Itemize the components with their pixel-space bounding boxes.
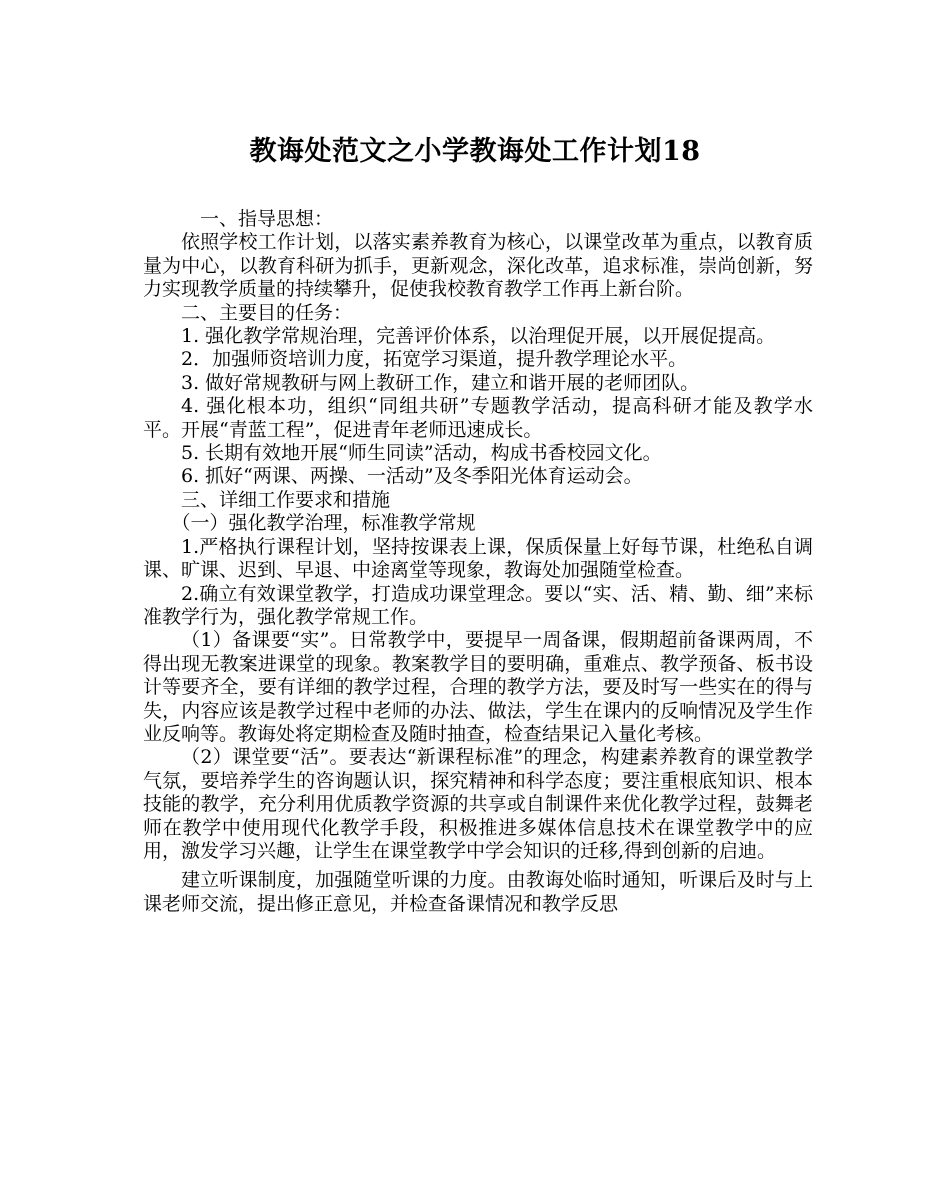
paragraph-curriculum-plan: 1.严格执行课程计划，坚持按课表上课，保质保量上好每节课，杜绝私自调课、旷课、迟到、早退、中途离堂等现象，教诲处加强随堂检查。 [143,535,813,582]
paragraph-lesson-observation: 建立听课制度，加强随堂听课的力度。由教诲处临时通知，听课后及时与上课老师交流，提出修正意见，并检查备课情况和教学反思 [143,869,813,915]
task-item-6: 6. 抓好“两课、两操、一活动”及冬季阳光体育运动会。 [181,465,643,488]
section-heading-main-tasks: 二、主要目的任务： [181,301,353,324]
document-title: 教诲处范文之小学教诲处工作计划18 [249,136,701,167]
task-item-2: 2．加强师资培训力度，拓宽学习渠道，提升教学理论水平。 [181,348,688,371]
subsection-heading-teaching-management: （一）强化教学治理，标准教学常规 [171,512,476,535]
task-item-3: 3. 做好常规教研与网上教研工作，建立和谐开展的老师团队。 [181,371,700,394]
task-item-4: 4. 强化根本功，组织“同组共研”专题教学活动，提高科研才能及教学水平。开展“青蓝工程”，促进青年老师迅速成长。 [143,395,813,441]
section-heading-requirements: 三、详细工作要求和措施 [181,488,391,511]
section-heading-guiding-ideology: 一、指导思想： [200,208,334,230]
paragraph-active-classroom: （2）课堂要“活”。要表达“新课程标准”的理念，构建素养教育的课堂教学气氛，要培养学生的咨询题认识，探究精神和科学态度；要注重根底知识、根本技能的教学，充分利用优质教学资源的共享或自制课件来优化教学过程，鼓舞老师在教学中使用现代化教学手段，积极推进多媒体信息技术在课堂教学中的应用，激发学习兴趣，让学生在课堂教学中学会知识的迁移,得到创新的启迪。 [143,746,813,862]
task-item-1: 1. 强化教学常规治理，完善评价体系，以治理促开展，以开展促提高。 [181,325,776,348]
task-item-5: 5. 长期有效地开展“师生同读”活动，构成书香校园文化。 [181,442,662,465]
paragraph-effective-teaching: 2.确立有效课堂教学，打造成功课堂理念。要以“实、活、精、勤、细”来标准教学行为，强化教学常规工作。 [143,582,813,628]
paragraph-lesson-preparation: （1）备课要“实”。日常教学中，要提早一周备课，假期超前备课两周，不得出现无教案进课堂的现象。教案教学目的要明确，重难点、教学预备、板书设计等要齐全，要有详细的教学过程，合理的教学方法，要及时写一些实在的得与失，内容应该是教学过程中老师的办法、做法，学生在课内的反响情况及学生作业反响等。教诲处将定期检查及随时抽查，检查结果记入量化考核。 [143,629,813,745]
document-body [143,208,813,916]
paragraph-guiding-ideology: 依照学校工作计划，以落实素养教育为核心，以课堂改革为重点，以教育质量为中心，以教育科研为抓手，更新观念，深化改革，追求标准，崇尚创新，努力实现教学质量的持续攀升，促使我校教育教学工作再上新台阶。 [143,231,813,301]
